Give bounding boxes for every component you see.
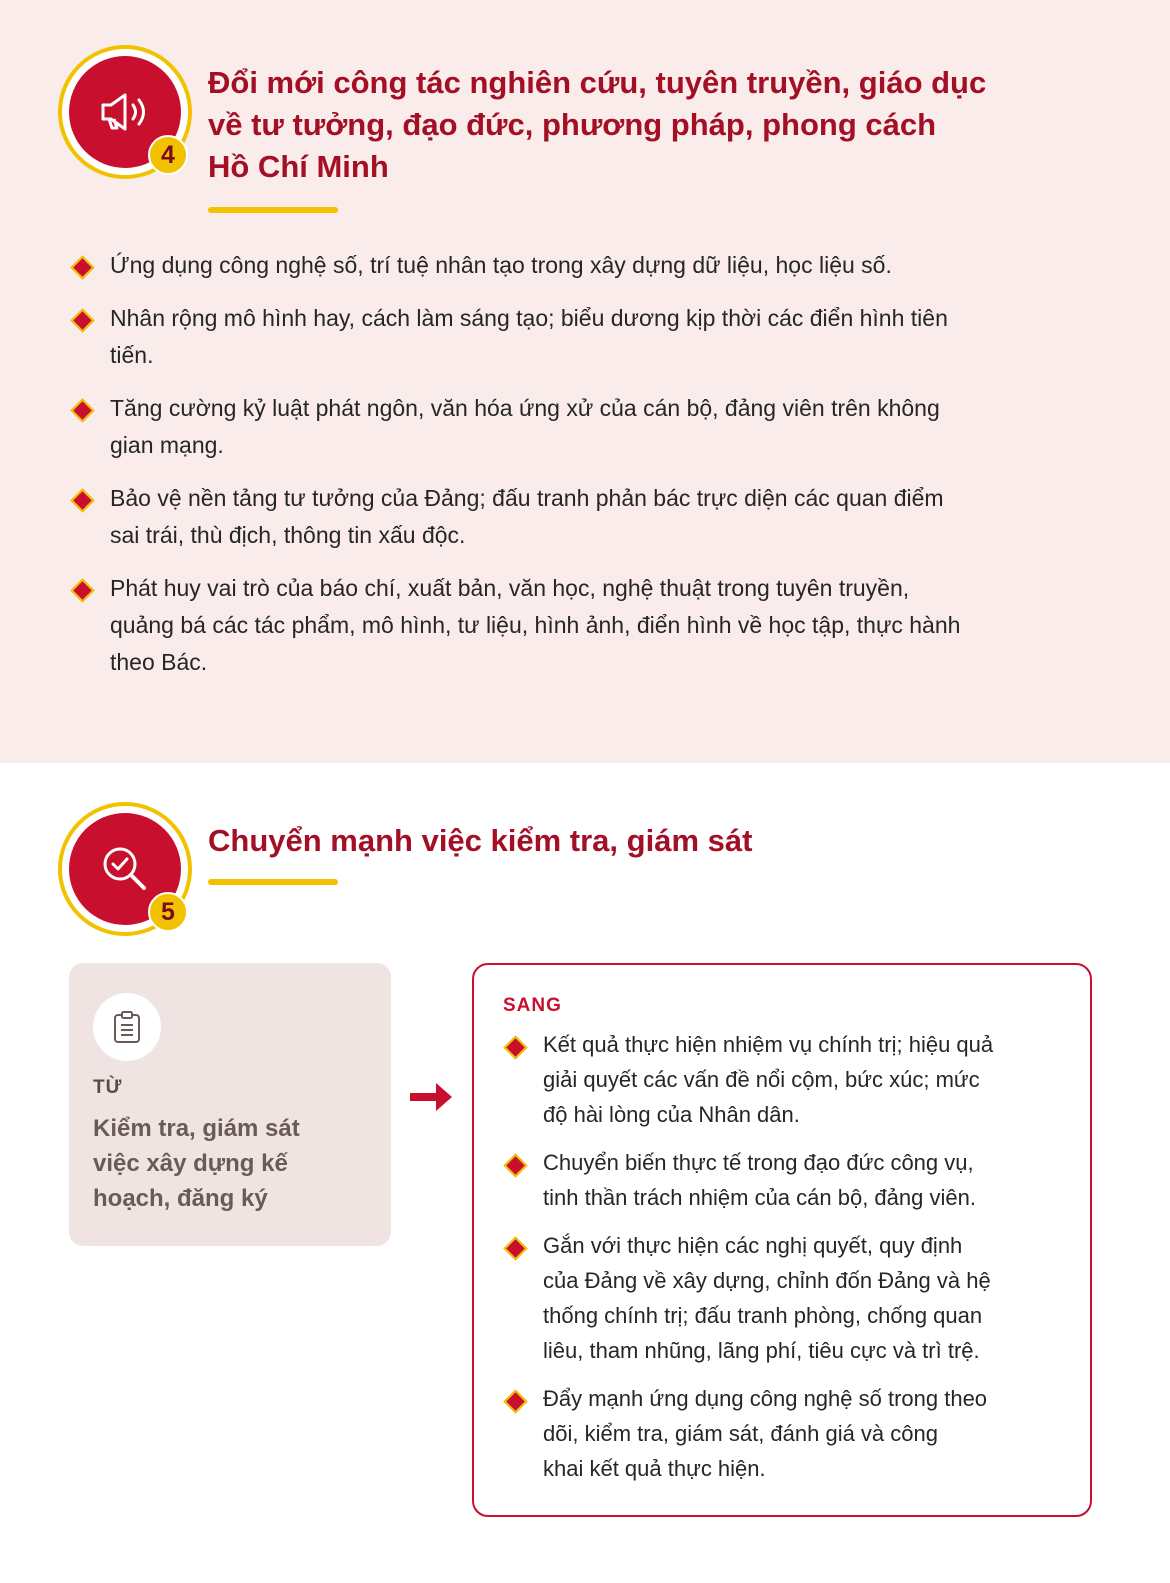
item-line: độ hài lòng của Nhân dân. [543,1102,800,1127]
diamond-bullet-icon [70,255,94,279]
megaphone-icon [97,90,153,134]
diamond-bullet-icon [70,578,94,602]
from-text-line: hoạch, đăng ký [93,1185,268,1212]
diamond-bullet-icon [503,1153,527,1177]
item-line: Nhân rộng mô hình hay, cách làm sáng tạo; biểu dương kịp thời các điển hình tiên [110,305,948,331]
item-line: tiến. [110,342,154,368]
list-item [70,480,1110,554]
section-5-badge [58,802,192,936]
item-line: Đẩy mạnh ứng dụng công nghệ số trong theo [543,1386,988,1411]
to-label: SANG [503,995,562,1016]
section-4-title [208,62,1128,188]
from-icon-circle [93,993,161,1061]
section-4 [0,0,1170,763]
list-item [503,1228,1073,1368]
list-item [70,300,1110,374]
diamond-bullet-icon [70,308,94,332]
item-line: Bảo vệ nền tảng tư tưởng của Đảng; đấu tranh phản bác trực diện các quan điểm [110,485,944,511]
from-label: TỪ [93,1077,123,1098]
list-item [70,570,1110,681]
section-number: 4 [148,135,188,175]
item-line: Gắn với thực hiện các nghị quyết, quy định [543,1233,963,1258]
item-line: Tăng cường kỷ luật phát ngôn, văn hóa ứng xử của cán bộ, đảng viên trên không [110,395,940,421]
list-item [503,1027,1073,1132]
item-line: Kết quả thực hiện nhiệm vụ chính trị; hiệu quả [543,1032,994,1057]
item-line: giải quyết các vấn đề nổi cộm, bức xúc; mức [543,1067,980,1092]
title-underline [208,879,338,885]
item-line: theo Bác. [110,649,208,675]
list-item [70,247,1110,284]
item-line: Phát huy vai trò của báo chí, xuất bản, văn học, nghệ thuật trong tuyên truyền, [110,575,910,601]
diamond-bullet-icon [503,1389,527,1413]
magnifier-check-icon [98,842,152,896]
to-list [503,1027,1073,1486]
title-underline [208,207,338,213]
list-item [70,390,1110,464]
section-4-list [70,247,1110,681]
diamond-bullet-icon [503,1035,527,1059]
item-line: gian mạng. [110,432,224,458]
item-line: tinh thần trách nhiệm của cán bộ, đảng viên. [543,1185,976,1210]
from-text-line: việc xây dựng kế [93,1150,288,1177]
item-line: dõi, kiểm tra, giám sát, đánh giá và công [543,1421,938,1446]
item-line: quảng bá các tác phẩm, mô hình, tư liệu, hình ảnh, điển hình về học tập, thực hành [110,612,961,638]
to-box [472,963,1092,1517]
section-number: 5 [148,892,188,932]
item-line: của Đảng về xây dựng, chỉnh đốn Đảng và hệ [543,1268,991,1293]
title-line: Đổi mới công tác nghiên cứu, tuyên truyền, giáo dục [208,65,987,100]
from-box [69,963,391,1246]
title-line: Hồ Chí Minh [208,149,389,184]
diamond-bullet-icon [70,488,94,512]
diamond-bullet-icon [503,1236,527,1260]
item-line: liêu, tham nhũng, lãng phí, tiêu cực và trì trệ. [543,1338,980,1363]
diamond-bullet-icon [70,398,94,422]
list-item [503,1145,1073,1215]
item-line: Ứng dụng công nghệ số, trí tuệ nhân tạo trong xây dựng dữ liệu, học liệu số. [110,252,892,278]
item-line: khai kết quả thực hiện. [543,1456,766,1481]
item-line: thống chính trị; đấu tranh phòng, chống quan [543,1303,983,1328]
section-5-title: Chuyển mạnh việc kiểm tra, giám sát [208,823,753,858]
item-line: Chuyển biến thực tế trong đạo đức công vụ, [543,1150,974,1175]
from-text [93,1111,363,1216]
item-line: sai trái, thù địch, thông tin xấu độc. [110,522,466,548]
clipboard-icon [113,1010,141,1044]
section-4-badge [58,45,192,179]
title-line: về tư tưởng, đạo đức, phương pháp, phong cách [208,107,937,142]
list-item [503,1381,1073,1486]
arrow-right-icon [408,1080,454,1114]
from-text-line: Kiểm tra, giám sát [93,1115,300,1142]
